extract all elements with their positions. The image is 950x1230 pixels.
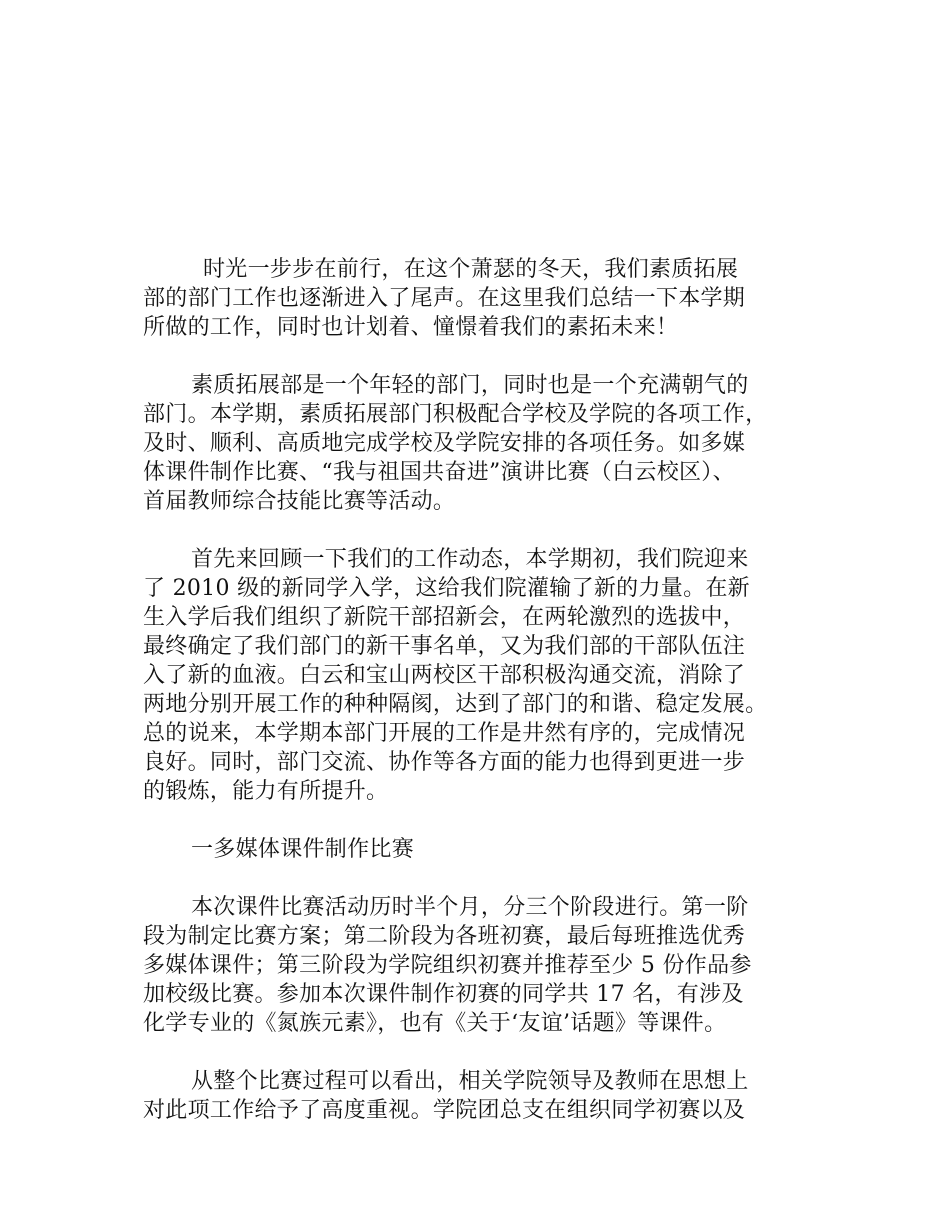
paragraph-department-overview — [143, 371, 843, 516]
paragraph-contest-details — [143, 893, 843, 1038]
text-line: 从整个比赛过程可以看出，相关学院领导及教师在思想上 — [191, 1069, 749, 1094]
text-line: 及时、顺利、高质地完成学校及学院安排的各项任务。如多媒 — [143, 431, 746, 456]
text-line: 加校级比赛。参加本次课件制作初赛的同学共 17 名，有涉及 — [143, 982, 744, 1007]
document-body — [143, 255, 843, 1154]
text-line: 总的说来，本学期本部门开展的工作是井然有序的，完成情况 — [143, 721, 746, 746]
text-line: 的锻炼，能力有所提升。 — [143, 779, 389, 804]
text-line: 段为制定比赛方案；第二阶段为各班初赛，最后每班推选优秀 — [143, 924, 746, 949]
text-line: 所做的工作，同时也计划着、憧憬着我们的素拓未来！ — [143, 315, 679, 340]
paragraph-intro — [143, 255, 843, 342]
text-line: 首届教师综合技能比赛等活动。 — [143, 489, 456, 514]
text-line: 体课件制作比赛、“我与祖国共奋进”演讲比赛（白云校区）、 — [143, 460, 735, 485]
text-line: 部门。本学期，素质拓展部门积极配合学校及学院的各项工作， — [143, 402, 768, 427]
text-line: 化学专业的《氮族元素》，也有《关于‘友谊’话题》等课件。 — [143, 1011, 727, 1036]
text-line: 最终确定了我们部门的新干事名单，又为我们部的干部队伍注 — [143, 634, 746, 659]
text-line: 对此项工作给予了高度重视。学院团总支在组织同学初赛以及 — [143, 1098, 746, 1123]
text-line: 了 2010 级的新同学入学，这给我们院灌输了新的力量。在新 — [143, 576, 750, 601]
text-line: 两地分别开展工作的种种隔阂，达到了部门的和谐、稳定发展。 — [143, 692, 768, 717]
text-line: 部的部门工作也逐渐进入了尾声。在这里我们总结一下本学期 — [143, 286, 746, 311]
text-line: 生入学后我们组织了新院干部招新会，在两轮激烈的选拔中， — [143, 605, 746, 630]
text-line: 素质拓展部是一个年轻的部门，同时也是一个充满朝气的 — [191, 373, 749, 398]
text-line: 时光一步步在前行，在这个萧瑟的冬天，我们素质拓展 — [203, 257, 739, 282]
paragraph-contest-review — [143, 1067, 843, 1125]
section-title: 一多媒体课件制作比赛 — [191, 837, 415, 862]
paragraph-work-review — [143, 545, 843, 806]
section-heading — [143, 835, 843, 864]
text-line: 良好。同时，部门交流、协作等各方面的能力也得到更进一步 — [143, 750, 746, 775]
text-line: 首先来回顾一下我们的工作动态，本学期初，我们院迎来 — [191, 547, 749, 572]
text-line: 多媒体课件；第三阶段为学院组织初赛并推荐至少 5 份作品参 — [143, 953, 752, 978]
text-line: 本次课件比赛活动历时半个月，分三个阶段进行。第一阶 — [191, 895, 749, 920]
text-line: 入了新的血液。白云和宝山两校区干部积极沟通交流，消除了 — [143, 663, 746, 688]
